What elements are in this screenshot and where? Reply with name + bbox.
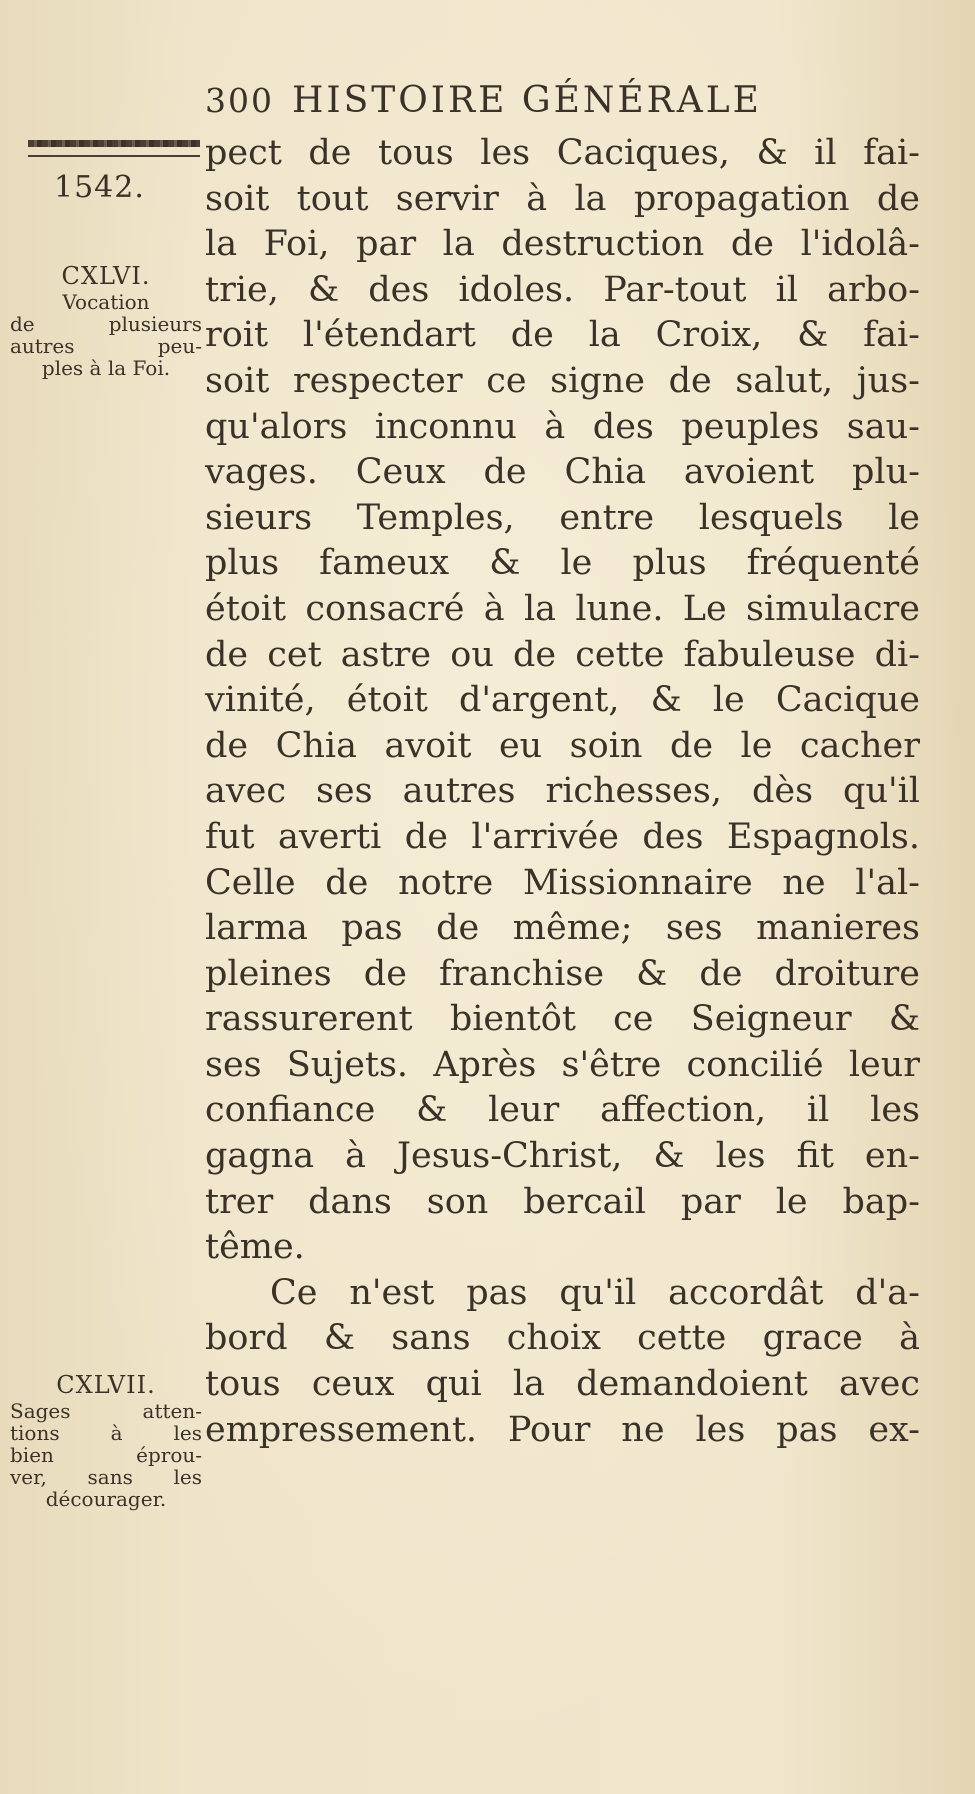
text-line: Celle de notre Missionnaire ne l'al- bbox=[205, 862, 920, 903]
page-number: 300 bbox=[205, 81, 274, 120]
text-line: pect de tous les Caciques, & il fai- bbox=[205, 133, 920, 173]
text-line: rassurerent bientôt ce Seigneur & bbox=[205, 999, 920, 1040]
text-line: trie, & des idoles. Par-tout il arbo- bbox=[205, 269, 920, 310]
text-line: soit respecter ce signe de salut, jus- bbox=[205, 360, 920, 401]
margin-note-cxlvii bbox=[10, 1372, 202, 1510]
margin-note-line: ples à la Foi. bbox=[41, 356, 171, 380]
text-line: empressement. Pour ne les pas ex- bbox=[205, 1409, 920, 1450]
text-line: tous ceux qui la demandoient avec bbox=[205, 1364, 920, 1405]
text-line: la Foi, par la destruction de l'idolâ- bbox=[205, 224, 920, 265]
text-line: de Chia avoit eu soin de le cacher bbox=[205, 725, 920, 766]
margin-note-line: décourager. bbox=[45, 1487, 167, 1511]
text-line: roit l'étendart de la Croix, & fai- bbox=[205, 315, 920, 356]
margin-note-line: tions à les bbox=[10, 1421, 202, 1445]
text-line: qu'alors inconnu à des peuples sau- bbox=[205, 406, 920, 447]
body-text bbox=[205, 131, 920, 1453]
margin-note-line: bien éprou- bbox=[10, 1443, 202, 1467]
ornament-band bbox=[28, 140, 200, 147]
page-header bbox=[205, 80, 865, 124]
margin-note-number: CXLVI. bbox=[61, 262, 151, 290]
text-line: étoit consacré à la lune. Le simulacre bbox=[205, 588, 920, 629]
text-line: gagna à Jesus-Christ, & les fit en- bbox=[205, 1136, 920, 1177]
text-line: soit tout servir à la propagation de bbox=[205, 178, 920, 219]
margin-note-number: CXLVII. bbox=[56, 1371, 156, 1399]
text-line: sieurs Temples, entre lesquels le bbox=[205, 497, 920, 538]
text-line: larma pas de même; ses manieres bbox=[205, 908, 920, 949]
text-line: tême. bbox=[205, 1227, 305, 1268]
margin-note-line: Sages atten- bbox=[10, 1399, 202, 1423]
text-line: Ce n'est pas qu'il accordât d'a- bbox=[270, 1272, 920, 1313]
text-line: ses Sujets. Après s'être concilié leur bbox=[205, 1044, 920, 1085]
ornament-rule bbox=[28, 155, 200, 157]
margin-note-line: Vocation bbox=[62, 290, 150, 314]
running-title: HISTOIRE GÉNÉRALE bbox=[292, 80, 762, 121]
text-line: de cet astre ou de cette fabuleuse di- bbox=[205, 634, 920, 675]
margin-note-line: ver, sans les bbox=[10, 1465, 202, 1489]
text-line: plus fameux & le plus fréquenté bbox=[205, 543, 920, 584]
text-line: vages. Ceux de Chia avoient plu- bbox=[205, 452, 920, 493]
text-line: confiance & leur affection, il les bbox=[205, 1090, 920, 1131]
text-line: vinité, étoit d'argent, & le Cacique bbox=[205, 680, 920, 721]
header-ornament bbox=[28, 140, 200, 157]
margin-note-line: de plusieurs bbox=[10, 312, 202, 336]
text-line: fut averti de l'arrivée des Espagnols. bbox=[205, 816, 920, 857]
text-line: pleines de franchise & de droiture bbox=[205, 953, 920, 994]
text-line: trer dans son bercail par le bap- bbox=[205, 1181, 920, 1222]
text-line: avec ses autres richesses, dès qu'il bbox=[205, 771, 920, 812]
margin-year: 1542. bbox=[54, 170, 145, 205]
margin-note-cxlvi bbox=[10, 263, 202, 379]
margin-note-line: autres peu- bbox=[10, 334, 202, 358]
text-line: bord & sans choix cette grace à bbox=[205, 1318, 920, 1359]
